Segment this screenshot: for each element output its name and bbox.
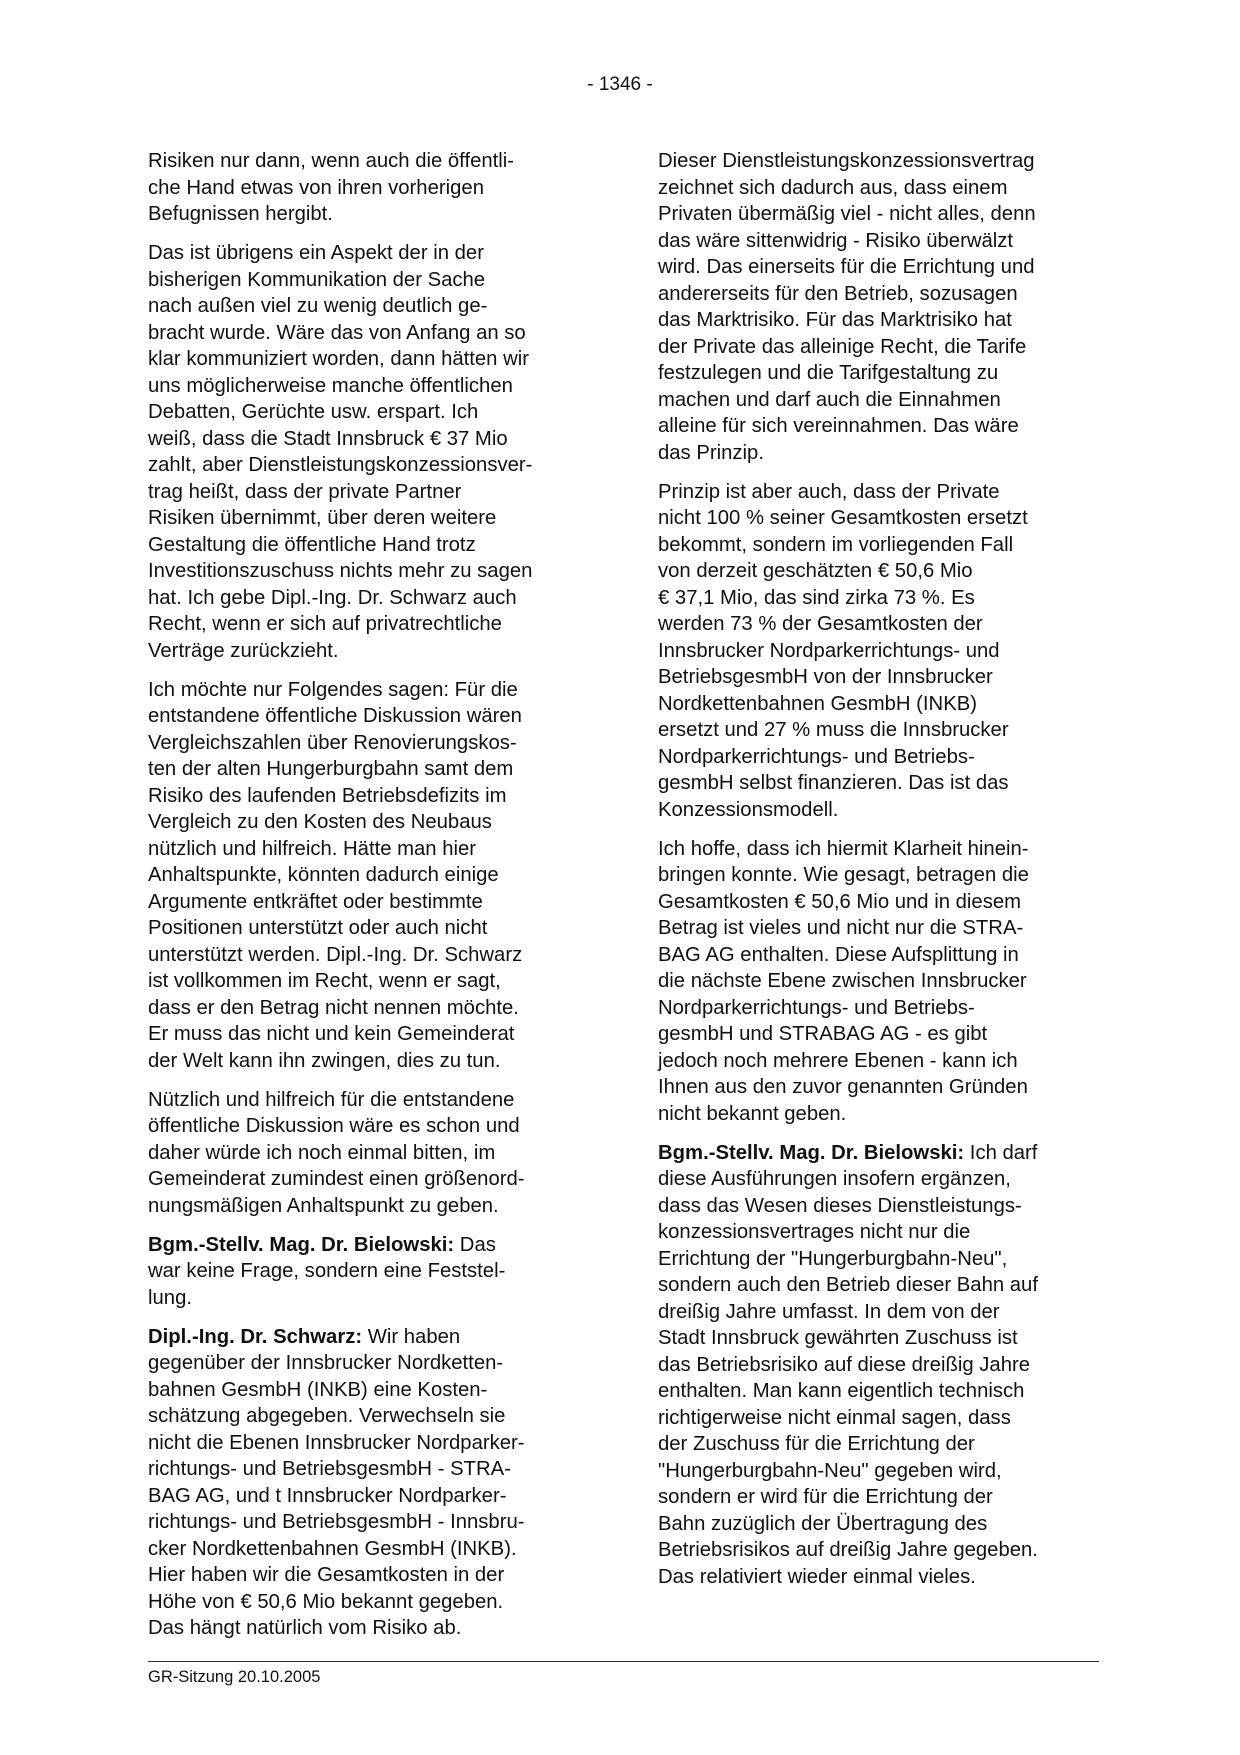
text-line: dass er den Betrag nicht nennen möchte. bbox=[148, 996, 519, 1019]
paragraph bbox=[658, 479, 1098, 824]
text-line: weiß, dass die Stadt Innsbruck € 37 Mio bbox=[148, 427, 508, 450]
speech-text: Wir haben bbox=[362, 1325, 461, 1348]
text-line: bracht wurde. Wäre das von Anfang an so bbox=[148, 321, 526, 344]
text-line: Errichtung der "Hungerburgbahn-Neu", bbox=[658, 1247, 1008, 1270]
text-line: sondern auch den Betrieb dieser Bahn auf bbox=[658, 1274, 1038, 1296]
speech-text: Das bbox=[454, 1233, 496, 1256]
text-line bbox=[148, 1324, 582, 1351]
paragraph bbox=[658, 836, 1098, 1128]
text-line bbox=[658, 1140, 1098, 1167]
paragraph bbox=[658, 1140, 1098, 1591]
text-line: Betriebsrisikos auf dreißig Jahre gegeben. bbox=[658, 1539, 1038, 1561]
text-line: gegenüber der Innsbrucker Nordketten- bbox=[148, 1352, 504, 1374]
text-line: Risiko des laufenden Betriebsdefizits im bbox=[148, 784, 507, 807]
text-line: nicht 100 % seiner Gesamtkosten ersetzt bbox=[658, 507, 1028, 529]
text-line: von derzeit geschätzten € 50,6 Mio bbox=[658, 560, 973, 582]
text-line: ten der alten Hungerburgbahn samt dem bbox=[148, 758, 514, 780]
text-line: Betrag ist vieles und nicht nur die STRA- bbox=[658, 917, 1024, 939]
text-line: Gestaltung die öffentliche Hand trotz bbox=[148, 533, 476, 556]
text-line: Anhaltspunkte, könnten dadurch einige bbox=[148, 864, 499, 886]
text-line: ist vollkommen im Recht, wenn er sagt, bbox=[148, 970, 501, 992]
footer-text: GR-Sitzung 20.10.2005 bbox=[148, 1668, 321, 1686]
text-line: machen und darf auch die Einnahmen bbox=[658, 388, 1001, 411]
right-column bbox=[658, 148, 1098, 1603]
paragraph bbox=[148, 240, 582, 664]
text-line: BAG AG enthalten. Diese Aufsplittung in bbox=[658, 943, 1019, 966]
text-line: werden 73 % der Gesamtkosten der bbox=[658, 613, 983, 635]
text-line: nützlich und hilfreich. Hätte man hier bbox=[148, 837, 477, 860]
text-line: festzulegen und die Tarifgestaltung zu bbox=[658, 362, 999, 384]
text-line: klar kommuniziert worden, dann hätten wir bbox=[148, 348, 530, 370]
text-line: Debatten, Gerüchte usw. erspart. Ich bbox=[148, 401, 479, 423]
text-line: nicht bekannt geben. bbox=[658, 1102, 847, 1125]
text-line: Höhe von € 50,6 Mio bekannt gegeben. bbox=[148, 1590, 504, 1613]
text-line: Positionen unterstützt oder auch nicht bbox=[148, 917, 488, 939]
text-line: der Private das alleinige Recht, die Tarife bbox=[658, 335, 1027, 358]
text-line: Hier haben wir die Gesamtkosten in der bbox=[148, 1564, 505, 1586]
text-line: Recht, wenn er sich auf privatrechtliche bbox=[148, 613, 502, 635]
paragraph bbox=[658, 148, 1098, 466]
text-line: diese Ausführungen insofern ergänzen, bbox=[658, 1168, 1011, 1190]
text-line: Bahn zuzüglich der Übertragung des bbox=[658, 1512, 988, 1535]
text-line: Privaten übermäßig viel - nicht alles, denn bbox=[658, 203, 1036, 225]
text-line: der Welt kann ihn zwingen, dies zu tun. bbox=[148, 1049, 501, 1072]
text-line: entstandene öffentliche Diskussion wären bbox=[148, 705, 522, 727]
text-line: Gemeinderat zumindest einen größenord- bbox=[148, 1168, 525, 1190]
text-line: Das relativiert wieder einmal vieles. bbox=[658, 1565, 976, 1588]
text-line: dass das Wesen dieses Dienstleistungs- bbox=[658, 1194, 1022, 1217]
text-line: Er muss das nicht und kein Gemeinderat bbox=[148, 1023, 515, 1045]
left-column bbox=[148, 148, 582, 1654]
text-line: Verträge zurückzieht. bbox=[148, 639, 339, 662]
text-line: das Marktrisiko. Für das Marktrisiko hat bbox=[658, 309, 1012, 331]
text-line: Stadt Innsbruck gewährten Zuschuss ist bbox=[658, 1327, 1018, 1349]
page-number: - 1346 - bbox=[587, 74, 653, 95]
footer-divider bbox=[148, 1661, 1099, 1662]
text-line: richtigerweise nicht einmal sagen, dass bbox=[658, 1406, 1011, 1429]
text-line: daher würde ich noch einmal bitten, im bbox=[148, 1141, 496, 1164]
text-line: richtungs- und BetriebsgesmbH - Innsbru- bbox=[148, 1511, 525, 1533]
paragraph bbox=[148, 1232, 582, 1312]
text-line: BAG AG, und t Innsbrucker Nordparker- bbox=[148, 1484, 507, 1507]
text-line: zeichnet sich dadurch aus, dass einem bbox=[658, 176, 1008, 199]
text-line: das Prinzip. bbox=[658, 441, 764, 464]
speaker-name: Bgm.-Stellv. Mag. Dr. Bielowski: bbox=[658, 1141, 965, 1164]
text-line: € 37,1 Mio, das sind zirka 73 %. Es bbox=[658, 586, 975, 609]
text-line: cker Nordkettenbahnen GesmbH (INKB). bbox=[148, 1537, 517, 1560]
speaker-name: Dipl.-Ing. Dr. Schwarz: bbox=[148, 1325, 363, 1348]
text-line: gesmbH selbst finanzieren. Das ist das bbox=[658, 772, 1009, 794]
text-line: Befugnissen hergibt. bbox=[148, 203, 333, 225]
text-line: nicht die Ebenen Innsbrucker Nordparker- bbox=[148, 1431, 525, 1454]
text-line: Vergleich zu den Kosten des Neubaus bbox=[148, 811, 492, 833]
text-line: enthalten. Man kann eigentlich technisch bbox=[658, 1380, 1025, 1402]
text-line: alleine für sich vereinnahmen. Das wäre bbox=[658, 415, 1019, 437]
text-line: Nordkettenbahnen GesmbH (INKB) bbox=[658, 692, 978, 715]
text-line: lung. bbox=[148, 1286, 192, 1309]
text-line: bisherigen Kommunikation der Sache bbox=[148, 268, 486, 291]
text-line: gesmbH und STRABAG AG - es gibt bbox=[658, 1023, 988, 1045]
text-line: jedoch noch mehrere Ebenen - kann ich bbox=[658, 1049, 1018, 1072]
text-line: Dieser Dienstleistungskonzessionsvertrag bbox=[658, 150, 1035, 172]
text-line: Das hängt natürlich vom Risiko ab. bbox=[148, 1617, 462, 1639]
text-line: che Hand etwas von ihren vorherigen bbox=[148, 176, 484, 199]
text-line: richtungs- und BetriebsgesmbH - STRA- bbox=[148, 1458, 511, 1480]
text-line: andererseits für den Betrieb, sozusagen bbox=[658, 282, 1018, 305]
text-line: Nützlich und hilfreich für die entstandene bbox=[148, 1088, 515, 1111]
text-line: Nordparkerrichtungs- und Betriebs- bbox=[658, 996, 975, 1019]
text-line: Ihnen aus den zuvor genannten Gründen bbox=[658, 1076, 1028, 1098]
text-line: nach außen viel zu wenig deutlich ge- bbox=[148, 295, 488, 317]
text-line: dreißig Jahre umfasst. In dem von der bbox=[658, 1300, 1000, 1323]
text-line: die nächste Ebene zwischen Innsbrucker bbox=[658, 970, 1027, 992]
text-line: Investitionszuschuss nichts mehr zu sagen bbox=[148, 560, 533, 582]
text-line: sondern er wird für die Errichtung der bbox=[658, 1486, 993, 1508]
text-line: ersetzt und 27 % muss die Innsbrucker bbox=[658, 719, 1009, 741]
text-line: bekommt, sondern im vorliegenden Fall bbox=[658, 533, 1014, 556]
text-line: Risiken nur dann, wenn auch die öffentli- bbox=[148, 150, 515, 172]
text-line: bringen konnte. Wie gesagt, betragen die bbox=[658, 864, 1029, 886]
text-line: der Zuschuss für die Errichtung der bbox=[658, 1433, 975, 1455]
text-line: Risiken übernimmt, über deren weitere bbox=[148, 507, 497, 529]
text-line: öffentliche Diskussion wäre es schon und bbox=[148, 1115, 520, 1137]
text-line: wird. Das einerseits für die Errichtung und bbox=[658, 256, 1035, 278]
text-line: trag heißt, dass der private Partner bbox=[148, 480, 462, 503]
paragraph bbox=[148, 148, 582, 228]
text-line: Argumente entkräftet oder bestimmte bbox=[148, 890, 483, 913]
text-line: hat. Ich gebe Dipl.-Ing. Dr. Schwarz auch bbox=[148, 586, 517, 609]
text-line: zahlt, aber Dienstleistungskonzessionsver- bbox=[148, 454, 533, 476]
speech-text: Ich darf bbox=[964, 1141, 1038, 1164]
text-line: "Hungerburgbahn-Neu" gegeben wird, bbox=[658, 1459, 1002, 1482]
text-line bbox=[148, 1232, 582, 1259]
text-line: unterstützt werden. Dipl.-Ing. Dr. Schwarz bbox=[148, 943, 523, 966]
text-line: BetriebsgesmbH von der Innsbrucker bbox=[658, 666, 993, 688]
paragraph bbox=[148, 1087, 582, 1220]
text-line: das wäre sittenwidrig - Risiko überwälzt bbox=[658, 229, 1014, 252]
text-line: konzessionsvertrages nicht nur die bbox=[658, 1221, 971, 1243]
text-line: das Betriebsrisiko auf diese dreißig Jahre bbox=[658, 1353, 1031, 1376]
text-line: uns möglicherweise manche öffentlichen bbox=[148, 374, 513, 397]
speaker-name: Bgm.-Stellv. Mag. Dr. Bielowski: bbox=[148, 1233, 455, 1256]
text-line: Ich möchte nur Folgendes sagen: Für die bbox=[148, 678, 518, 701]
text-line: Innsbrucker Nordparkerrichtungs- und bbox=[658, 639, 1000, 662]
text-line: schätzung abgegeben. Verwechseln sie bbox=[148, 1405, 506, 1427]
text-line: Prinzip ist aber auch, dass der Private bbox=[658, 480, 1000, 503]
text-line: Ich hoffe, dass ich hiermit Klarheit hinein- bbox=[658, 837, 1029, 860]
text-line: nungsmäßigen Anhaltspunkt zu geben. bbox=[148, 1194, 499, 1217]
text-line: bahnen GesmbH (INKB) eine Kosten- bbox=[148, 1378, 488, 1401]
paragraph bbox=[148, 1324, 582, 1642]
text-line: Das ist übrigens ein Aspekt der in der bbox=[148, 242, 484, 264]
text-line: Gesamtkosten € 50,6 Mio und in diesem bbox=[658, 890, 1022, 913]
text-line: war keine Frage, sondern eine Feststel- bbox=[148, 1260, 506, 1282]
text-line: Vergleichszahlen über Renovierungskos- bbox=[148, 731, 517, 754]
text-line: Konzessionsmodell. bbox=[658, 798, 839, 821]
text-line: Nordparkerrichtungs- und Betriebs- bbox=[658, 745, 975, 768]
paragraph bbox=[148, 677, 582, 1075]
